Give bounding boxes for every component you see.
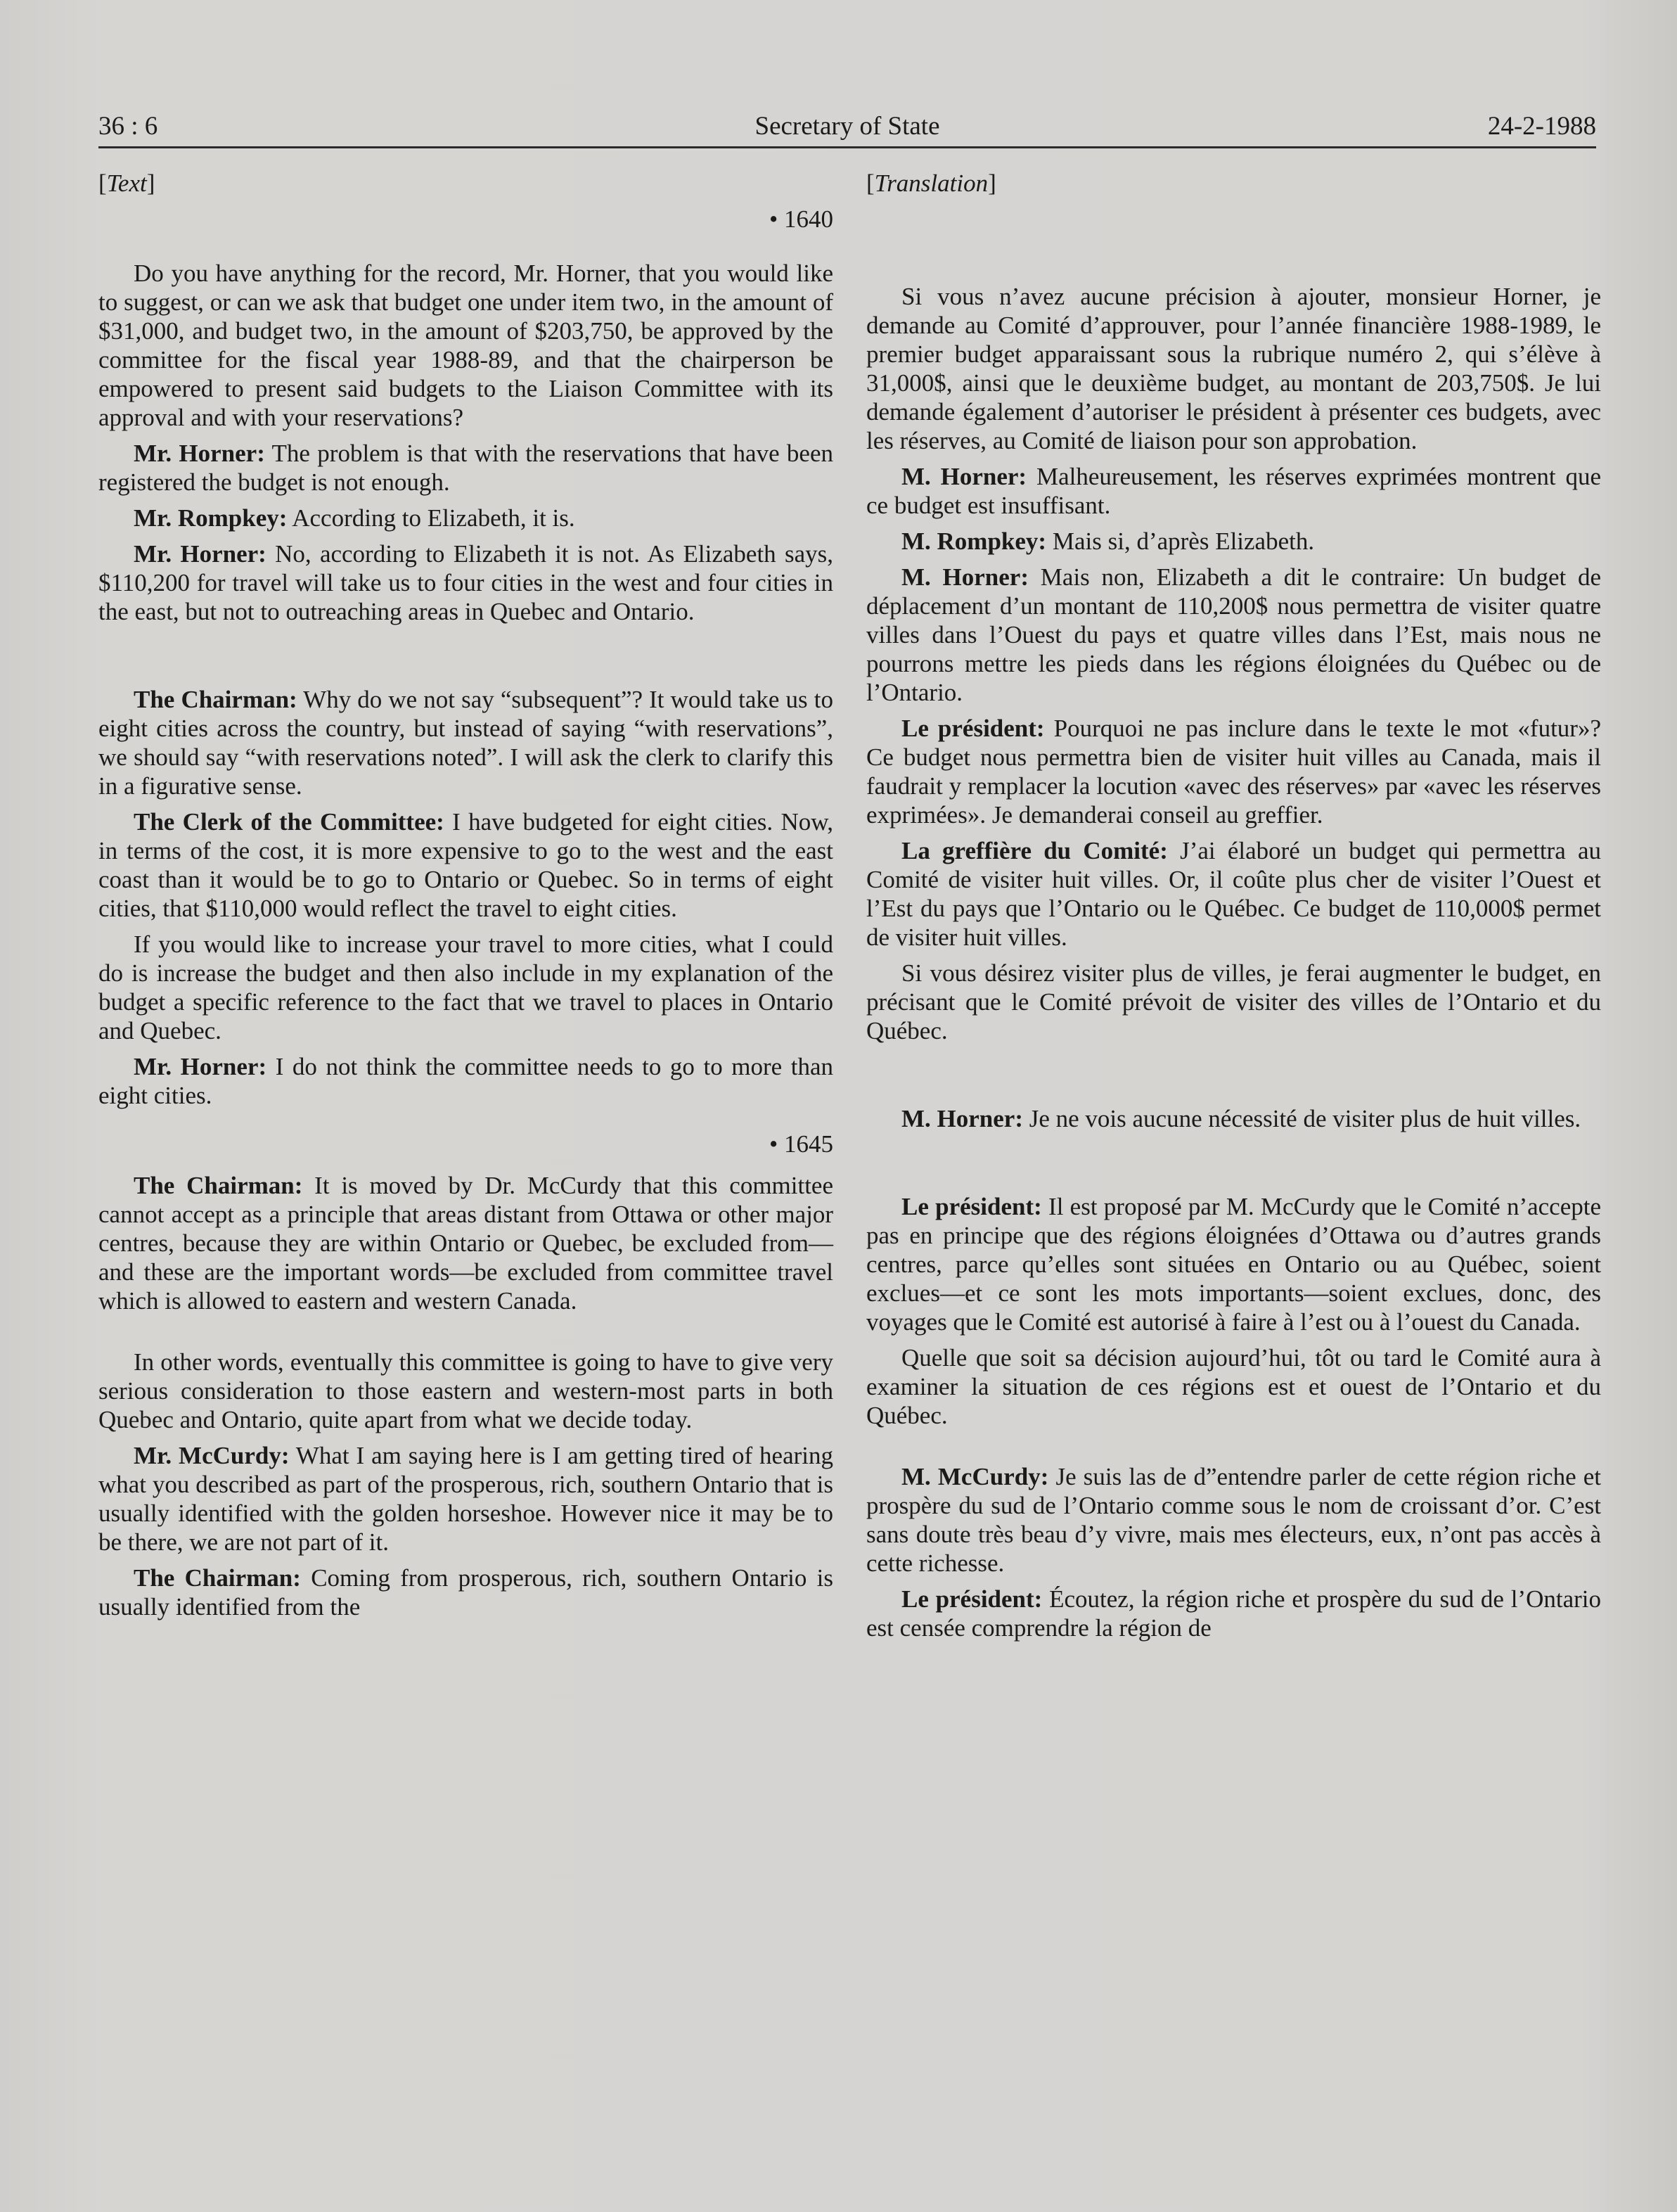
page-number: 36 : 6 <box>98 112 158 141</box>
paragraph: Mr. Horner: No, according to Elizabeth it is not. As Elizabeth says, $110,200 for travel will take us to four cities in the west and four cities in the east, but not to outreaching areas in Quebec and Ontario. <box>98 540 833 625</box>
paragraph: M. Horner: Mais non, Elizabeth a dit le contraire: Un budget de déplacement d’un montant de 110,200$ nous permettra de visiter quatre villes dans l’Ouest du pays et quatre villes dans l’Est, mais nous ne pourrons mettre les pieds dans les régions éloignées du Québec ou de l’Ontario. <box>866 563 1602 706</box>
paragraph: Mr. Rompkey: According to Elizabeth, it is. <box>134 504 575 532</box>
paragraph: Quelle que soit sa décision aujourd’hui, tôt ou tard le Comité aura à examiner la situation de ces régions est et ouest de l’Ontario et du Québec. <box>866 1344 1601 1429</box>
speaker-name: Le président: <box>901 1193 1042 1220</box>
speaker-name: Le président: <box>901 715 1045 742</box>
paragraph: In other words, eventually this committee is going to have to give very serious consideration to those eastern and western-most parts in both Quebec and Ontario, quite apart from what we decide today. <box>98 1348 833 1433</box>
paragraph: Si vous n’avez aucune précision à ajouter, monsieur Horner, je demande au Comité d’approuver, pour l’année financière 1988-1989, le premier budget apparaissant sous la rubrique numéro 2, qui s’élève à 31,000$, ainsi que le deuxième budget, au montant de 203,750$. Je lui demande également d’autoriser le président à présenter ces budgets, avec les réserves, au Comité de liaison pour son approbation. <box>866 283 1601 454</box>
speaker-name: Mr. Horner: <box>134 1053 267 1080</box>
paragraph: Le président: Il est proposé par M. McCurdy que le Comité n’accepte pas en principe que des régions éloignées d’Ottawa ou d’autres grands centres, parce qu’elles sont situées en Ontario ou au Québec, soient exclues—et ce sont les mots importants—soient exclues, donc, des voyages que le Comité est autorisé à faire à l’est ou à l’ouest du Canada. <box>866 1193 1601 1336</box>
timestamp: • 1645 <box>769 1130 833 1158</box>
paragraph: Le président: Pourquoi ne pas inclure dans le texte le mot «futur»? Ce budget nous permettra bien de visiter huit villes au Canada, mais il faudrait y remplacer la locution «avec des réserves» par «avec les réserves exprimées». Je demanderai conseil au greffier. <box>866 715 1601 829</box>
speaker-name: M. Horner: <box>901 563 1029 591</box>
timestamp: • 1640 <box>769 205 833 233</box>
page-title: Secretary of State <box>754 112 940 141</box>
speaker-name: The Chairman: <box>134 1564 301 1592</box>
paragraph: M. Horner: Je ne vois aucune nécessité de visiter plus de huit villes. <box>901 1105 1581 1132</box>
speaker-name: The Chairman: <box>134 1172 303 1199</box>
speaker-name: Mr. Rompkey: <box>134 504 288 532</box>
speaker-name: La greffière du Comité: <box>901 837 1168 864</box>
speaker-name: M. Horner: <box>901 1105 1023 1132</box>
speaker-name: M. Horner: <box>901 463 1027 490</box>
section-label-text: [ Text ] <box>98 169 833 198</box>
paragraph: Mr. Horner: I do not think the committee needs to go to more than eight cities. <box>98 1053 833 1109</box>
speaker-name: The Clerk of the Committee: <box>134 808 444 836</box>
header-rule <box>98 146 1596 148</box>
english-column <box>98 169 833 1628</box>
paragraph: M. McCurdy: Je suis las de d”entendre parler de cette région riche et prospère du sud de l’Ontario comme sous le nom de croissant d’or. C’est sans doute très beau d’y vivre, mais mes électeurs, eux, n’ont pas accès à cette richesse. <box>866 1463 1601 1577</box>
paragraph: M. Horner: Malheureusement, les réserves exprimées montrent que ce budget est insuffisant. <box>866 463 1601 519</box>
french-column <box>866 169 1601 1649</box>
speaker-name: M. McCurdy: <box>901 1463 1049 1490</box>
paragraph: Mr. McCurdy: What I am saying here is I am getting tired of hearing what you described as part of the prosperous, rich, southern Ontario that is usually identified with the golden horseshoe. However nice it may be to be there, we are not part of it. <box>98 1442 833 1556</box>
paragraph: Mr. Horner: The problem is that with the reservations that have been registered the budget is not enough. <box>98 440 833 496</box>
speaker-name: Mr. Horner: <box>134 440 265 467</box>
paragraph: M. Rompkey: Mais si, d’après Elizabeth. <box>901 528 1315 555</box>
page-date: 24-2-1988 <box>1487 112 1596 141</box>
page-header <box>98 111 1596 148</box>
paragraph: La greffière du Comité: J’ai élaboré un budget qui permettra au Comité de visiter huit villes. Or, il coûte plus cher de visiter l’Ouest et l’Est du pays que l’Ontario ou le Québec. Ce budget de 110,000$ permet de visiter huit villes. <box>866 837 1601 951</box>
paragraph: Do you have anything for the record, Mr. Horner, that you would like to suggest, or can we ask that budget one under item two, in the amount of $31,000, and budget two, in the amount of $203,750, be approved by the committee for the fiscal year 1988-89, and that the chairperson be empowered to present said budgets to the Liaison Committee with its approval and with your reservations? <box>98 260 833 431</box>
paragraph: The Clerk of the Committee: I have budgeted for eight cities. Now, in terms of the cost, it is more expensive to go to the west and the east coast than it would be to go to Ontario or Quebec. So in terms of eight cities, that $110,000 would reflect the travel to eight cities. <box>98 808 833 922</box>
paragraph: If you would like to increase your travel to more cities, what I could do is increase the budget and then also include in my explanation of the budget a specific reference to the fact that we travel to places in Ontario and Quebec. <box>98 931 833 1044</box>
speaker-name: Mr. McCurdy: <box>134 1442 290 1469</box>
speaker-name: Le président: <box>901 1585 1043 1613</box>
paragraph: Si vous désirez visiter plus de villes, je ferai augmenter le budget, en précisant que le Comité prévoit de visiter des villes de l’Ontario et du Québec. <box>866 959 1601 1044</box>
speaker-name: Mr. Horner: <box>134 540 266 568</box>
speaker-name: M. Rompkey: <box>901 528 1047 555</box>
paragraph: The Chairman: Why do we not say “subsequent”? It would take us to eight cities across the country, but instead of saying “with reservations”, we should say “with reservations noted”. I will ask the clerk to clarify this in a figurative sense. <box>98 686 833 800</box>
paragraph: Le président: Écoutez, la région riche et prospère du sud de l’Ontario est censée comprendre la région de <box>866 1585 1601 1642</box>
speaker-name: The Chairman: <box>134 686 297 713</box>
paragraph: The Chairman: Coming from prosperous, rich, southern Ontario is usually identified from the <box>98 1564 833 1620</box>
section-label-translation: [ Translation ] <box>866 169 1601 198</box>
paragraph: The Chairman: It is moved by Dr. McCurdy that this committee cannot accept as a principle that areas distant from Ottawa or other major centres, because they are within Ontario or Quebec, be excluded from—and these are the important words—be excluded from committee travel which is allowed to eastern and western Canada. <box>98 1172 834 1315</box>
